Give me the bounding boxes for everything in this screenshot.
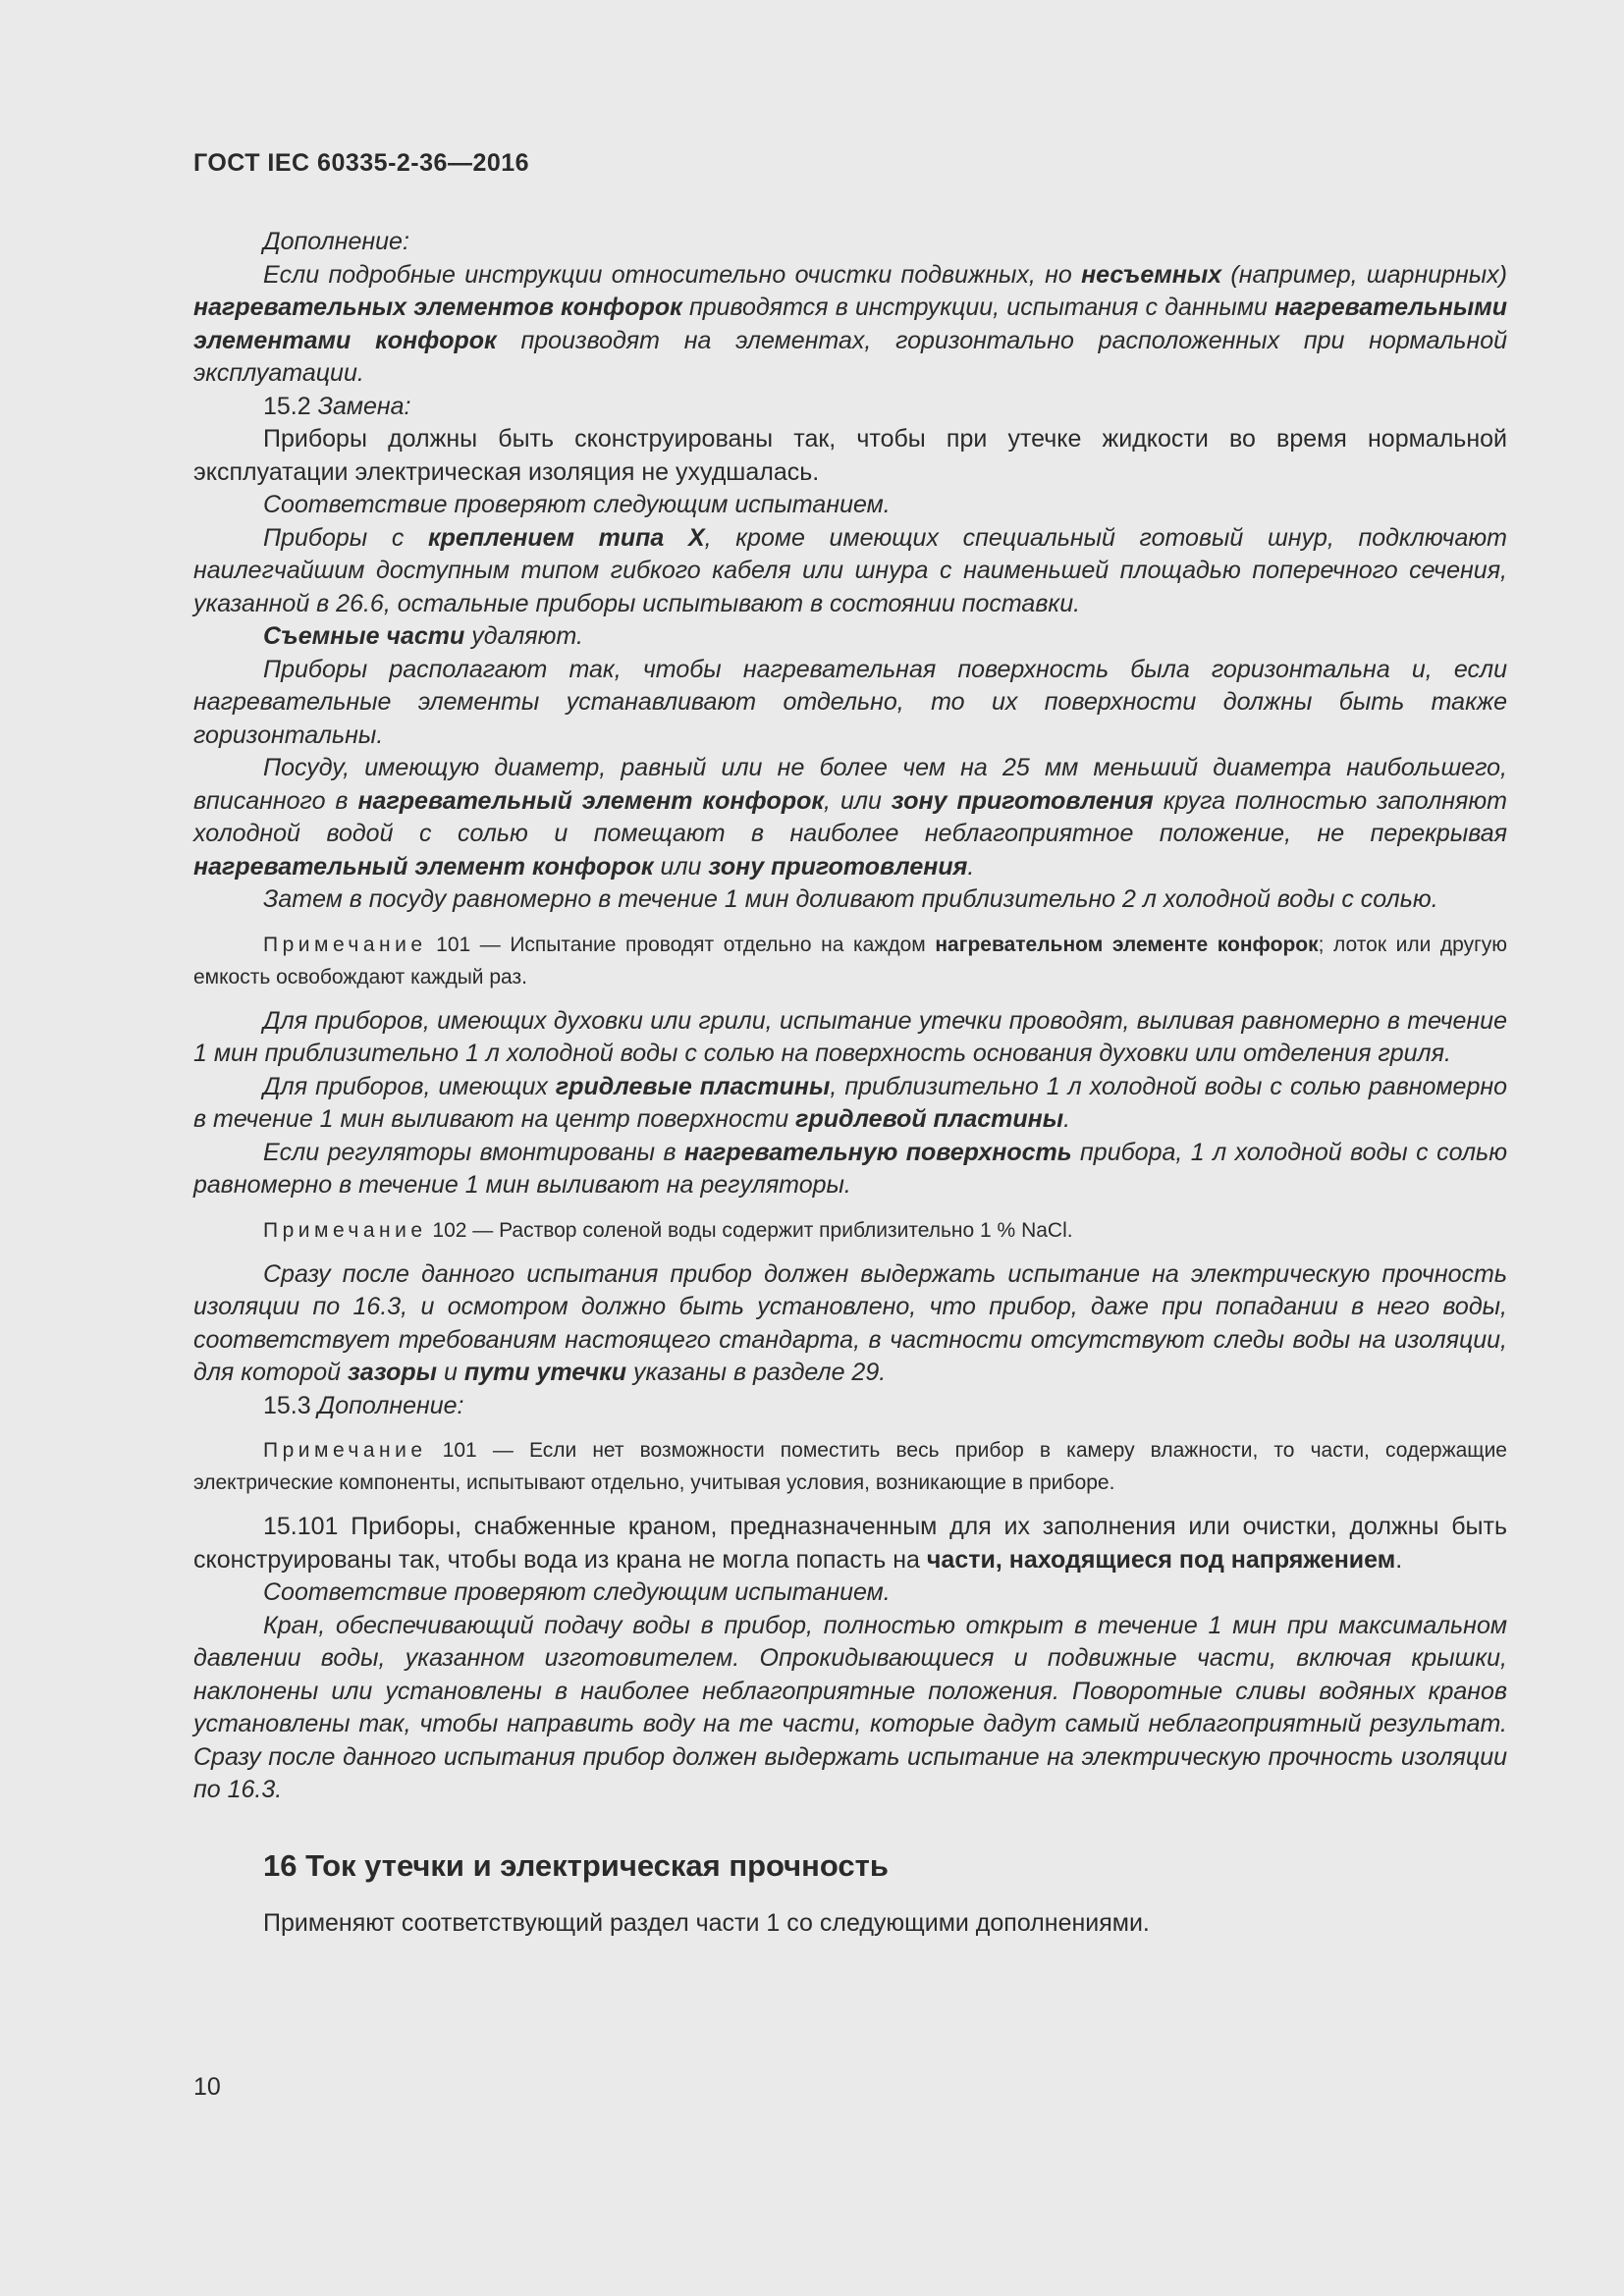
text-run: Если подробные инструкции относительно очистки подвижных, но	[263, 260, 1082, 289]
paragraph-positioning	[193, 654, 1507, 753]
text-run: (например, шарнирных)	[1221, 260, 1507, 289]
text-run: 102 — Раствор соленой воды содержит приблизительно 1 % NaCl.	[426, 1218, 1073, 1242]
page-body	[193, 226, 1507, 1940]
text-run: или	[653, 852, 709, 881]
paragraph-controls	[193, 1137, 1507, 1202]
text-run: Приборы с	[263, 523, 428, 552]
text-run: .	[1063, 1105, 1071, 1133]
clause-15-2	[193, 391, 1507, 424]
note-101-humidity	[193, 1434, 1507, 1499]
clause-number: 15.2	[263, 392, 318, 420]
paragraph-ovens-grills	[193, 1005, 1507, 1071]
text-run: производят на элементах, горизонтально расположенных при нормальной эксплуатации.	[193, 326, 1508, 387]
text-run: Сразу после данного испытания прибор должен выдержать испытание на электрическую прочность изоляции по 16.3, и осмотром должно быть установлено, что прибор, даже при попадании в него воды, соответствует требованиям настоящего стандарта, в частности отсутствуют следы воды на изоляции, для которой	[193, 1259, 1507, 1386]
term-cooking-zone: зону приготовления	[891, 786, 1154, 815]
paragraph-cleaning-instructions	[193, 259, 1507, 391]
text-run: , или	[824, 786, 892, 815]
text-run: 15.101 Приборы, снабженные краном, предназначенным для их заполнения или очистки, должны быть сконструированы так, чтобы вода из крана не могла попасть на	[193, 1513, 1507, 1574]
paragraph-compliance-check-2	[193, 1576, 1507, 1610]
clause-label: Замена:	[317, 392, 411, 420]
text-run: приводятся в инструкции, испытания с данными	[681, 294, 1275, 321]
paragraph-type-x-attachment	[193, 522, 1507, 621]
text-run: указаны в разделе 29.	[626, 1359, 887, 1386]
paragraph-text: Затем в посуду равномерно в течение 1 мин доливают приблизительно 2 л холодной воды с солью.	[263, 885, 1438, 913]
paragraph-griddle-plates	[193, 1071, 1507, 1137]
paragraph-requirement-leakage	[193, 423, 1507, 489]
term-heating-elements: нагревательных элементов конфорок	[193, 294, 682, 321]
paragraph-electric-strength	[193, 1258, 1507, 1390]
term-heating-element: нагревательный элемент конфорок	[357, 786, 825, 815]
term-creepage-distances: пути утечки	[463, 1359, 627, 1386]
text-run: Для приборов, имеющих	[263, 1072, 556, 1100]
clause-number: 15.3	[263, 1391, 318, 1419]
text-run: , приблизительно 1 л холодной воды с солью равномерно в течение 1 мин выливают на центр поверхности	[193, 1072, 1508, 1133]
paragraph-pour-water	[193, 883, 1507, 917]
text-run: 101 — Если нет возможности поместить весь прибор в камеру влажности, то части, содержащие электрические компоненты, испытывают отдельно, учитывая условия, возникающие в приборе.	[193, 1439, 1507, 1494]
clause-label: Дополнение:	[317, 1391, 464, 1419]
text-run: .	[967, 852, 975, 881]
term-cooking-zone: зону приготовления	[708, 852, 968, 881]
term-type-x-attachment: креплением типа X	[427, 523, 705, 552]
note-label: Примечание	[263, 1218, 427, 1242]
note-label: Примечание	[263, 1439, 427, 1462]
paragraph-text: Дополнение:	[263, 228, 409, 255]
term-non-removable: несъемных	[1081, 260, 1222, 289]
term-griddle-plates: гридлевые пластины	[555, 1072, 831, 1100]
paragraph-text: Кран, обеспечивающий подачу воды в прибор, полностью открыт в течение 1 мин при максимальном давлении воды, указанном изготовителем. Опрокидывающиеся и подвижные части, включая крышки, наклонены или установлены в наиболее неблагоприятные положения. Поворотные сливы водяных кранов установлены так, чтобы направить воду на те части, которые дадут самый неблагоприятный результат. Сразу после данного испытания прибор должен выдержать испытание на электрическую прочность изоляции по 16.3.	[193, 1611, 1507, 1803]
note-102	[193, 1214, 1507, 1247]
paragraph-compliance-check	[193, 489, 1507, 522]
page-number: 10	[193, 2073, 221, 2101]
term-heating-element: нагревательный элемент конфорок	[193, 852, 654, 881]
text-run: удаляют.	[464, 622, 583, 650]
note-label: Примечание	[263, 933, 427, 956]
text-run: круга полностью заполняют холодной водой с солью и помещают в наиболее неблагоприятное положение, не перекрывая	[193, 786, 1507, 847]
paragraph-text: Соответствие проверяют следующим испытанием.	[263, 1578, 891, 1606]
paragraph-text: Приборы располагают так, чтобы нагревательная поверхность была горизонтальна и, если нагревательные элементы устанавливают отдельно, то их поверхности должны быть также горизонтальны.	[193, 655, 1507, 749]
term-heating-elements: нагревательными элементами конфорок	[193, 294, 1507, 354]
text-run: прибора, 1 л холодной воды с солью равномерно в течение 1 мин выливают на регуляторы.	[193, 1138, 1508, 1199]
text-run: ; лоток или другую емкость освобождают каждый раз.	[193, 933, 1507, 988]
text-run: .	[1395, 1545, 1403, 1574]
term-clearances: зазоры	[348, 1359, 438, 1386]
term-live-parts: части, находящиеся под напряжением	[926, 1545, 1396, 1574]
text-run: Если регуляторы вмонтированы в	[263, 1138, 684, 1166]
term-griddle-plate: гридлевой пластины	[795, 1105, 1064, 1133]
term-heating-surface: нагревательную поверхность	[683, 1138, 1072, 1166]
term-detachable-parts: Съемные части	[263, 622, 465, 650]
section-16-heading: 16 Ток утечки и электрическая прочность	[263, 1847, 889, 1883]
term-heating-element: нагревательном элементе конфорок	[935, 933, 1319, 956]
clause-15-3	[193, 1390, 1507, 1423]
document-header: ГОСТ IEC 60335-2-36—2016	[193, 149, 530, 177]
paragraph-applicable-clause	[193, 1907, 1507, 1941]
text-run: и	[437, 1359, 464, 1386]
paragraph-addition	[193, 226, 1507, 259]
paragraph-tap-test	[193, 1610, 1507, 1807]
paragraph-detachable-parts	[193, 620, 1507, 654]
paragraph-text: Соответствие проверяют следующим испытанием.	[263, 491, 891, 518]
text-run: 101 — Испытание проводят отдельно на каждом	[426, 933, 936, 956]
paragraph-text: Для приборов, имеющих духовки или грили, испытание утечки проводят, выливая равномерно в течение 1 мин приблизительно 1 л холодной воды с солью на поверхность основания духовки или отделения гриля.	[193, 1006, 1507, 1067]
clause-15-101	[193, 1511, 1507, 1576]
paragraph-text: Приборы должны быть сконструированы так, чтобы при утечке жидкости во время нормальной эксплуатации электрическая изоляция не ухудшалась.	[193, 425, 1507, 486]
paragraph-text: Применяют соответствующий раздел части 1 со следующими дополнениями.	[263, 1908, 1150, 1937]
paragraph-cookware	[193, 752, 1507, 883]
text-run: , кроме имеющих специальный готовый шнур, подключают наилегчайшим доступным типом гибкого кабеля или шнура с наименьшей площадью поперечного сечения, указанной в 26.6, остальные приборы испытывают в состоянии поставки.	[193, 523, 1507, 617]
note-101	[193, 929, 1507, 993]
text-run: Посуду, имеющую диаметр, равный или не более чем на 25 мм меньший диаметра наибольшего, вписанного в	[193, 754, 1507, 815]
